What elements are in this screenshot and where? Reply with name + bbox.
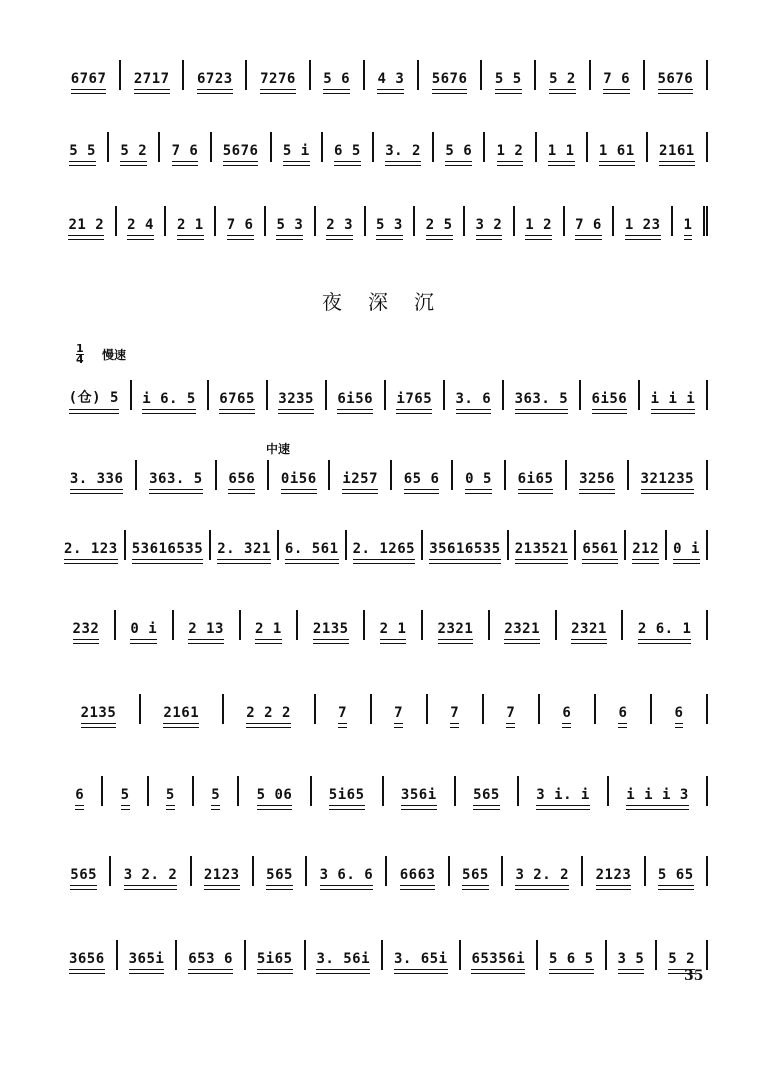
- measure: [116, 610, 174, 640]
- measure-notes: 6i56: [592, 391, 628, 410]
- measure: [58, 60, 121, 90]
- measure: [623, 610, 708, 640]
- measure-notes: i765: [396, 391, 432, 410]
- measure: [58, 940, 118, 970]
- measure: [58, 380, 132, 410]
- measure-notes: 2321: [571, 621, 607, 640]
- measure: [132, 380, 209, 410]
- measure-notes: 565: [462, 867, 489, 886]
- measure-notes: 5 6 5: [549, 951, 594, 970]
- measure: [415, 206, 465, 236]
- measure: [216, 206, 266, 236]
- measure: [137, 460, 216, 490]
- measure: [506, 460, 567, 490]
- measure-notes: 565: [473, 787, 500, 806]
- measure: [434, 132, 485, 162]
- piece-title: 夜深沉: [322, 290, 460, 314]
- measure-notes: 2161: [163, 705, 199, 724]
- staff-line-4: [58, 370, 708, 410]
- measure: [482, 60, 536, 90]
- measure: [268, 380, 327, 410]
- measure: [657, 940, 708, 970]
- measure-notes: 1 2: [525, 217, 552, 236]
- measure-notes: 1 2: [497, 143, 524, 162]
- measure-notes: 2 6. 1: [638, 621, 692, 640]
- measure-notes: 2. 123: [64, 541, 118, 560]
- measure: [279, 530, 347, 560]
- measure: [504, 380, 581, 410]
- measure-notes: 5 65: [658, 867, 694, 886]
- measure: [419, 60, 482, 90]
- measure-notes: 7: [506, 705, 515, 724]
- measure-notes: 3235: [278, 391, 314, 410]
- measure: [383, 940, 461, 970]
- measure: [445, 380, 504, 410]
- measure-notes: 3. 336: [70, 471, 124, 490]
- measure: [194, 776, 239, 806]
- measure: [540, 694, 596, 724]
- measure: [316, 206, 366, 236]
- measure-notes: 3. 2: [385, 143, 421, 162]
- measure-notes: 6: [618, 705, 627, 724]
- measure: [212, 132, 272, 162]
- measure-notes: 0 i: [673, 541, 700, 560]
- measure-notes: 232: [73, 621, 100, 640]
- measure-notes: 6561: [582, 541, 618, 560]
- measure-notes: 3 5: [618, 951, 645, 970]
- measure: [583, 856, 645, 886]
- measure: [311, 60, 365, 90]
- measure: [372, 694, 428, 724]
- measure: [450, 856, 503, 886]
- measure-notes: 2 1: [380, 621, 407, 640]
- measure-notes: 565: [266, 867, 293, 886]
- measure: [648, 132, 708, 162]
- measure: [515, 206, 565, 236]
- measure-notes: 5 6: [323, 71, 350, 90]
- measure: [327, 380, 386, 410]
- measure: [239, 776, 311, 806]
- measure: [509, 530, 577, 560]
- measure: [141, 694, 224, 724]
- measure-notes: 7 6: [172, 143, 199, 162]
- staff-line-11: [58, 930, 708, 970]
- measure-notes: 6767: [71, 71, 107, 90]
- measure: [323, 132, 374, 162]
- measure-notes: 7 6: [575, 217, 602, 236]
- tempo-marking-medium: 中速: [266, 442, 291, 456]
- measure-notes: 363. 5: [515, 391, 569, 410]
- measure-notes: 2161: [659, 143, 695, 162]
- measure: [428, 694, 484, 724]
- measure-notes: 6765: [219, 391, 255, 410]
- measure-notes: 3 2: [476, 217, 503, 236]
- measure: [58, 776, 103, 806]
- measure: [386, 380, 445, 410]
- time-signature-numerator: 1: [76, 342, 84, 355]
- measure-notes: 5676: [658, 71, 694, 90]
- measure: [567, 460, 628, 490]
- measure-notes: 5 5: [69, 143, 96, 162]
- measure: [330, 460, 391, 490]
- measure-notes: 5676: [432, 71, 468, 90]
- measure-notes: 2 1: [255, 621, 282, 640]
- measure: [519, 776, 609, 806]
- page-number: 35: [684, 968, 704, 984]
- measure: [307, 856, 387, 886]
- measure: [565, 206, 615, 236]
- measure: [609, 776, 708, 806]
- measure: [576, 530, 626, 560]
- measure-notes: 3256: [579, 471, 615, 490]
- measure-notes: 2 3: [326, 217, 353, 236]
- measure: [673, 206, 708, 236]
- time-signature: [76, 344, 84, 365]
- measure-notes: 2. 1265: [353, 541, 416, 560]
- measure: [387, 856, 449, 886]
- measure-notes: 7 6: [227, 217, 254, 236]
- measure: [312, 776, 384, 806]
- measure: [109, 132, 160, 162]
- measure-notes: 5 3: [376, 217, 403, 236]
- measure-notes: 1: [684, 217, 693, 236]
- staff-line-6: [58, 520, 708, 560]
- measure-notes: 2 5: [426, 217, 453, 236]
- measure: [453, 460, 506, 490]
- measure-notes: 5 6: [445, 143, 472, 162]
- measure-notes: 5 2: [668, 951, 695, 970]
- measure: [58, 206, 117, 236]
- measure-notes: 2123: [204, 867, 240, 886]
- measure-notes: 5: [166, 787, 175, 806]
- measure: [485, 132, 536, 162]
- staff-line-8: [58, 684, 708, 724]
- measure: [117, 206, 167, 236]
- measure-notes: 4 3: [377, 71, 404, 90]
- measure: [246, 940, 306, 970]
- measure-notes: 3656: [69, 951, 105, 970]
- measure-notes: 3. 56i: [316, 951, 370, 970]
- measure-notes: 0i56: [281, 471, 317, 490]
- measure-notes: 65356i: [471, 951, 525, 970]
- measure-notes: 35616535: [429, 541, 500, 560]
- measure: [126, 530, 212, 560]
- measure-notes: 1 1: [548, 143, 575, 162]
- measure: [149, 776, 194, 806]
- measure-notes: 565: [70, 867, 97, 886]
- measure: [645, 60, 708, 90]
- measure: [266, 206, 316, 236]
- measure-notes: 213521: [515, 541, 569, 560]
- measure-notes: 0 5: [465, 471, 492, 490]
- measure: [192, 856, 254, 886]
- measure-notes: 653 6: [188, 951, 233, 970]
- measure-notes: 2135: [81, 705, 117, 724]
- measure: [557, 610, 624, 640]
- measure-notes: 5 5: [495, 71, 522, 90]
- tempo-marking-slow: 慢速: [102, 348, 127, 362]
- measure: [365, 610, 423, 640]
- measure: [121, 60, 184, 90]
- measure: [316, 694, 372, 724]
- measure-notes: i 6. 5: [142, 391, 196, 410]
- measure: [269, 460, 330, 490]
- measure: [614, 206, 673, 236]
- measure-notes: 7: [394, 705, 403, 724]
- measure: [217, 460, 270, 490]
- measure: [536, 60, 590, 90]
- measure-notes: 7: [338, 705, 347, 724]
- measure: [58, 856, 111, 886]
- measure-notes: 2 1: [177, 217, 204, 236]
- measure-notes: 656: [228, 471, 255, 490]
- measure-notes: i i i 3: [626, 787, 689, 806]
- staff-line-2: [58, 122, 708, 162]
- measure: [58, 610, 116, 640]
- measure-notes: 5676: [223, 143, 259, 162]
- measure-notes: 6. 561: [285, 541, 339, 560]
- staff-line-3: [58, 196, 708, 236]
- measure: [160, 132, 211, 162]
- measure: [591, 60, 645, 90]
- measure: [667, 530, 708, 560]
- measure-notes: i i i: [651, 391, 696, 410]
- measure: [58, 694, 141, 724]
- measure: [646, 856, 708, 886]
- measure: [365, 60, 419, 90]
- measure: [58, 530, 126, 560]
- measure-notes: 7 6: [603, 71, 630, 90]
- measure-notes: 365i: [129, 951, 165, 970]
- measure: [588, 132, 648, 162]
- measure-notes: 212: [632, 541, 659, 560]
- measure: [629, 460, 708, 490]
- measure: [596, 694, 652, 724]
- measure-notes: 2321: [438, 621, 474, 640]
- measure: [640, 380, 708, 410]
- measure: [306, 940, 384, 970]
- measure-notes: (仓) 5: [69, 387, 119, 410]
- measure-notes: 5 3: [276, 217, 303, 236]
- measure-notes: 6 5: [334, 143, 361, 162]
- measure-notes: 3 6. 6: [320, 867, 374, 886]
- measure: [247, 60, 310, 90]
- measure-notes: 5 2: [549, 71, 576, 90]
- measure: [652, 694, 708, 724]
- measure-notes: 356i: [401, 787, 437, 806]
- measure-notes: 0 i: [130, 621, 157, 640]
- measure: [423, 610, 490, 640]
- measure-notes: i257: [342, 471, 378, 490]
- measure: [241, 610, 299, 640]
- measure-notes: 2. 321: [217, 541, 271, 560]
- measure-notes: 65 6: [404, 471, 440, 490]
- measure: [58, 132, 109, 162]
- measure-notes: 2 2 2: [246, 705, 291, 724]
- measure-notes: 3 2. 2: [124, 867, 178, 886]
- measure: [111, 856, 191, 886]
- measure-notes: 3. 6: [456, 391, 492, 410]
- measure: [490, 610, 557, 640]
- measure-notes: 5i65: [329, 787, 365, 806]
- measure-notes: 5 i: [283, 143, 310, 162]
- measure-notes: 53616535: [132, 541, 203, 560]
- measure: [537, 132, 588, 162]
- measure-notes: 6723: [197, 71, 233, 90]
- measure-notes: 2 4: [127, 217, 154, 236]
- measure: [503, 856, 583, 886]
- measure-notes: 2 13: [188, 621, 224, 640]
- staff-line-7: [58, 600, 708, 640]
- measure: [461, 940, 539, 970]
- measure: [298, 610, 365, 640]
- staff-line-1: [58, 50, 708, 90]
- measure-notes: 2717: [134, 71, 170, 90]
- measure: [538, 940, 607, 970]
- measure-notes: 2123: [596, 867, 632, 886]
- measure-notes: 7: [450, 705, 459, 724]
- measure: [374, 132, 434, 162]
- measure: [607, 940, 658, 970]
- measure-notes: 5 06: [257, 787, 293, 806]
- measure-notes: 5: [211, 787, 220, 806]
- measure-notes: 7276: [260, 71, 296, 90]
- measure-notes: 6: [675, 705, 684, 724]
- measure: [272, 132, 323, 162]
- staff-line-9: [58, 766, 708, 806]
- measure: [384, 776, 456, 806]
- measure: [423, 530, 509, 560]
- measure: [174, 610, 241, 640]
- measure: [118, 940, 178, 970]
- measure-notes: 2321: [504, 621, 540, 640]
- measure-notes: 363. 5: [149, 471, 203, 490]
- measure: [166, 206, 216, 236]
- measure-notes: 2135: [313, 621, 349, 640]
- staff-line-5: [58, 450, 708, 490]
- measure: [224, 694, 316, 724]
- measure: [103, 776, 148, 806]
- measure-notes: 6i65: [518, 471, 554, 490]
- measure-notes: 3 i. i: [536, 787, 590, 806]
- measure-notes: 3. 65i: [394, 951, 448, 970]
- measure-notes: 5i65: [257, 951, 293, 970]
- measure: [392, 460, 453, 490]
- measure: [581, 380, 640, 410]
- measure-notes: 3 2. 2: [515, 867, 569, 886]
- measure-notes: 6663: [400, 867, 436, 886]
- measure-notes: 6: [562, 705, 571, 724]
- measure-notes: 5: [121, 787, 130, 806]
- measure: [211, 530, 279, 560]
- measure: [177, 940, 246, 970]
- measure: [465, 206, 515, 236]
- time-signature-denominator: 4: [76, 353, 84, 366]
- staff-line-10: [58, 846, 708, 886]
- measure-notes: 321235: [641, 471, 695, 490]
- measure: [184, 60, 247, 90]
- measure-notes: 5 2: [120, 143, 147, 162]
- measure: [366, 206, 416, 236]
- measure: [254, 856, 307, 886]
- measure-notes: 6: [75, 787, 84, 806]
- measure-notes: 1 61: [599, 143, 635, 162]
- measure: [626, 530, 667, 560]
- measure: [209, 380, 268, 410]
- measure: [456, 776, 519, 806]
- measure-notes: 6i56: [337, 391, 373, 410]
- measure: [484, 694, 540, 724]
- measure: [347, 530, 424, 560]
- measure-notes: 21 2: [68, 217, 104, 236]
- measure-notes: 1 23: [625, 217, 661, 236]
- measure: [58, 460, 137, 490]
